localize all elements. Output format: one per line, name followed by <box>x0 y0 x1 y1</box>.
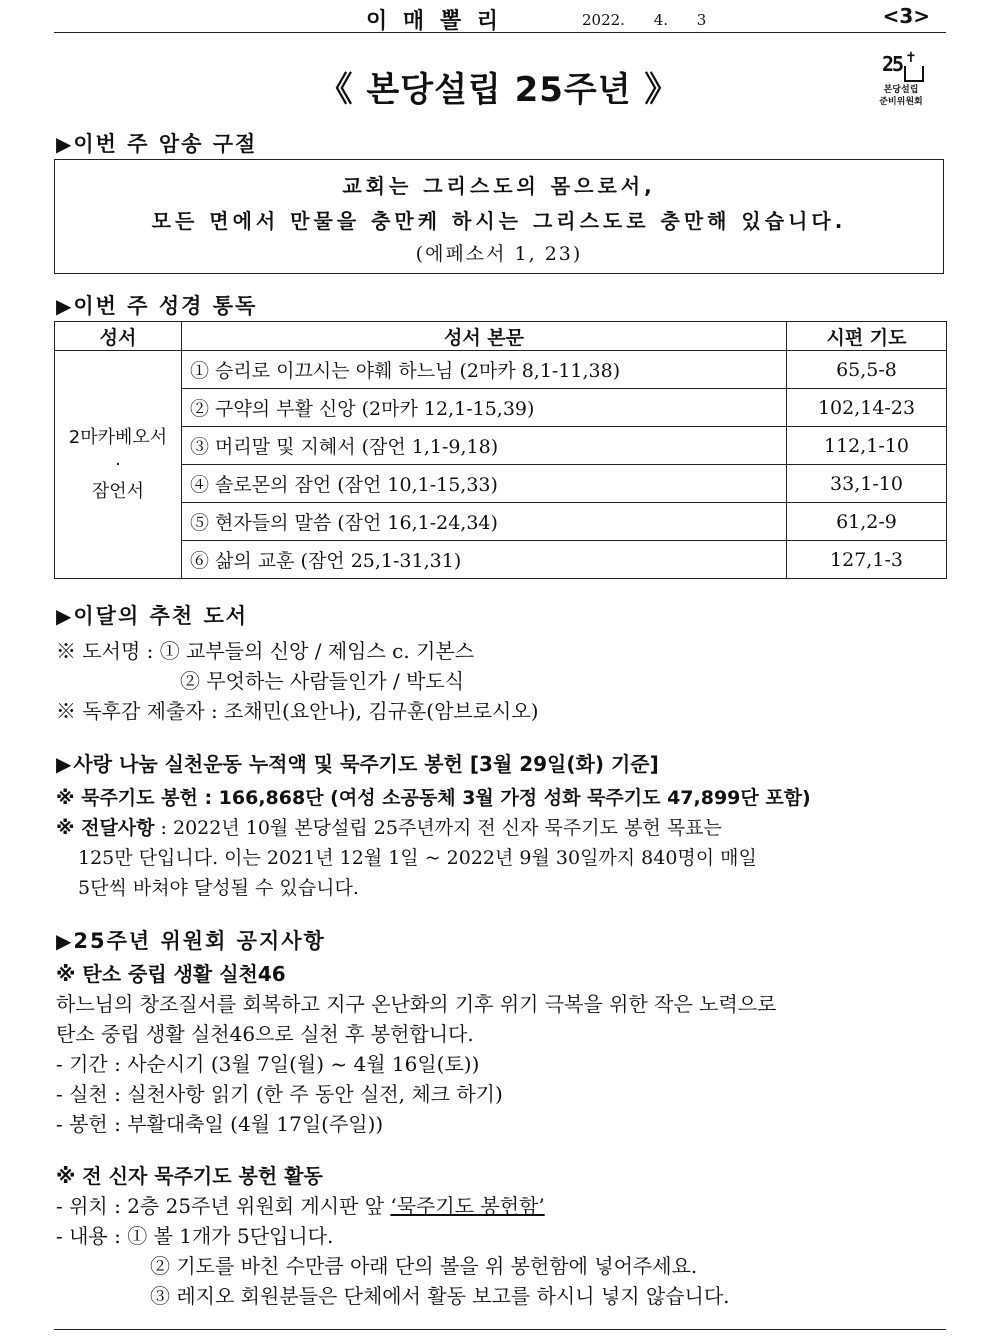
psalm-reading: 61,2-9 <box>787 503 947 541</box>
section-heading-books: ▶이달의 추천 도서 <box>56 604 249 628</box>
table-row <box>55 427 947 465</box>
psalm-reading: 112,1-10 <box>787 427 947 465</box>
psalm-reading: 65,5-8 <box>787 351 947 389</box>
committee-para-2: 탄소 중립 생활 실천46으로 실천 후 봉헌합니다. <box>56 1022 474 1046</box>
table-row <box>55 351 947 389</box>
logo-text-2: 준비위원회 <box>879 97 923 107</box>
books-line-1: ※ 도서명 : ① 교부들의 신앙 / 제임스 c. 기본스 <box>56 639 475 663</box>
section-heading-bible-reading: ▶이번 주 성경 통독 <box>56 294 258 318</box>
verse-line-2: 모든 면에서 만물을 충만케 하시는 그리스도로 충만해 있습니다. <box>151 209 847 233</box>
committee-practice: - 실천 : 실천사항 읽기 (한 주 동안 실전, 체크 하기) <box>56 1082 503 1106</box>
triangle-bullet-icon: ▶ <box>56 604 72 628</box>
section-heading-rosary: ▶ 사랑 나눔 실천운동 누적액 및 묵주기도 봉헌 [3월 29일(화) 기준] <box>56 752 659 776</box>
verse-reference: (에페소서 1, 23) <box>415 243 583 265</box>
table-row <box>55 389 947 427</box>
committee-content-1: - 내용 : ① 볼 1개가 5단입니다. <box>56 1224 334 1248</box>
books-line-2: ② 무엇하는 사람들인가 / 박도식 <box>180 669 465 693</box>
bible-reading-table <box>54 321 947 579</box>
issue-date: 2022. 4. 3 <box>582 11 707 29</box>
committee-sub-heading-1: ※ 탄소 중립 생활 실천46 <box>56 962 286 986</box>
section-heading-committee: ▶25주년 위원회 공지사항 <box>56 929 326 953</box>
reading-text: ⑥ 삶의 교훈 (잠언 25,1-31,31) <box>182 541 787 579</box>
psalm-reading: 33,1-10 <box>787 465 947 503</box>
rosary-notice-line-1: ※ 전달사항 : 2022년 10월 본당설립 25주년까지 전 신자 묵주기도 봉헌 목표는 <box>56 817 722 839</box>
committee-content-3: ③ 레지오 회원분들은 단체에서 활동 보고를 하시니 넣지 않습니다. <box>150 1284 730 1308</box>
triangle-bullet-icon: ▶ <box>56 752 72 776</box>
committee-period: - 기간 : 사순시기 (3월 7일(월) ~ 4월 16일(토)) <box>56 1052 480 1076</box>
table-header-row <box>55 322 947 351</box>
column-header: 성서 본문 <box>182 322 787 351</box>
books-line-3: ※ 독후감 제출자 : 조채민(요안나), 김규훈(암브로시오) <box>56 699 539 723</box>
committee-content-2: ② 기도를 바친 수만큼 아래 단의 볼을 위 봉헌함에 넣어주세요. <box>150 1254 698 1278</box>
cross-icon: ✝ <box>905 50 917 66</box>
rosary-notice-line-3: 5단씩 바쳐야 달성될 수 있습니다. <box>78 877 359 899</box>
page-title: 《 본당설립 25주년 》 <box>318 70 680 110</box>
section-heading-memory-verse: ▶이번 주 암송 구절 <box>56 132 258 156</box>
verse-line-1: 교회는 그리스도의 몸으로서, <box>342 174 656 198</box>
rosary-notice-line-2: 125만 단입니다. 이는 2021년 12월 1일 ~ 2022년 9월 30일까지 840명이 매일 <box>78 847 757 869</box>
reading-text: ③ 머리말 및 지혜서 (잠언 1,1-9,18) <box>182 427 787 465</box>
column-header: 성서 <box>55 322 182 351</box>
church-icon <box>904 66 924 82</box>
committee-sub-heading-2: ※ 전 신자 묵주기도 봉헌 활동 <box>56 1164 323 1188</box>
table-row <box>55 465 947 503</box>
psalm-reading: 102,14-23 <box>787 389 947 427</box>
book-name-cell: 2마카베오서 · 잠언서 <box>55 351 182 579</box>
triangle-bullet-icon: ▶ <box>56 294 72 318</box>
reading-text: ② 구약의 부활 신앙 (2마카 12,1-15,39) <box>182 389 787 427</box>
triangle-bullet-icon: ▶ <box>56 132 72 156</box>
table-row <box>55 541 947 579</box>
committee-offering: - 봉헌 : 부활대축일 (4월 17일(주일)) <box>56 1112 384 1136</box>
page-number: <3> <box>882 4 930 28</box>
logo-number: 25 <box>882 52 903 76</box>
offering-box-label: ‘묵주기도 봉헌함’ <box>390 1194 545 1218</box>
column-header: 시편 기도 <box>787 322 947 351</box>
reading-text: ④ 솔로몬의 잠언 (잠언 10,1-15,33) <box>182 465 787 503</box>
footer-divider <box>54 1329 946 1330</box>
newsletter-name: 이 매 뽈 리 <box>366 9 502 34</box>
page-header <box>54 2 946 33</box>
psalm-reading: 127,1-3 <box>787 541 947 579</box>
reading-text: ⑤ 현자들의 말씀 (잠언 16,1-24,34) <box>182 503 787 541</box>
table-row <box>55 503 947 541</box>
rosary-total: ※ 묵주기도 봉헌 : 166,868단 (여성 소공동체 3월 가정 성화 묵주기도 47,899단 포함) <box>56 787 811 809</box>
triangle-bullet-icon: ▶ <box>56 929 72 953</box>
reading-text: ① 승리로 이끄시는 야훼 하느님 (2마카 8,1-11,38) <box>182 351 787 389</box>
memory-verse-box <box>54 159 944 274</box>
anniversary-logo <box>868 52 932 108</box>
committee-location: - 위치 : 2층 25주년 위원회 게시판 앞 ‘묵주기도 봉헌함’ <box>56 1194 545 1218</box>
logo-text-1: 본당설립 <box>883 85 919 95</box>
committee-para-1: 하느님의 창조질서를 회복하고 지구 온난화의 기후 위기 극복을 위한 작은 노력으로 <box>56 992 777 1016</box>
